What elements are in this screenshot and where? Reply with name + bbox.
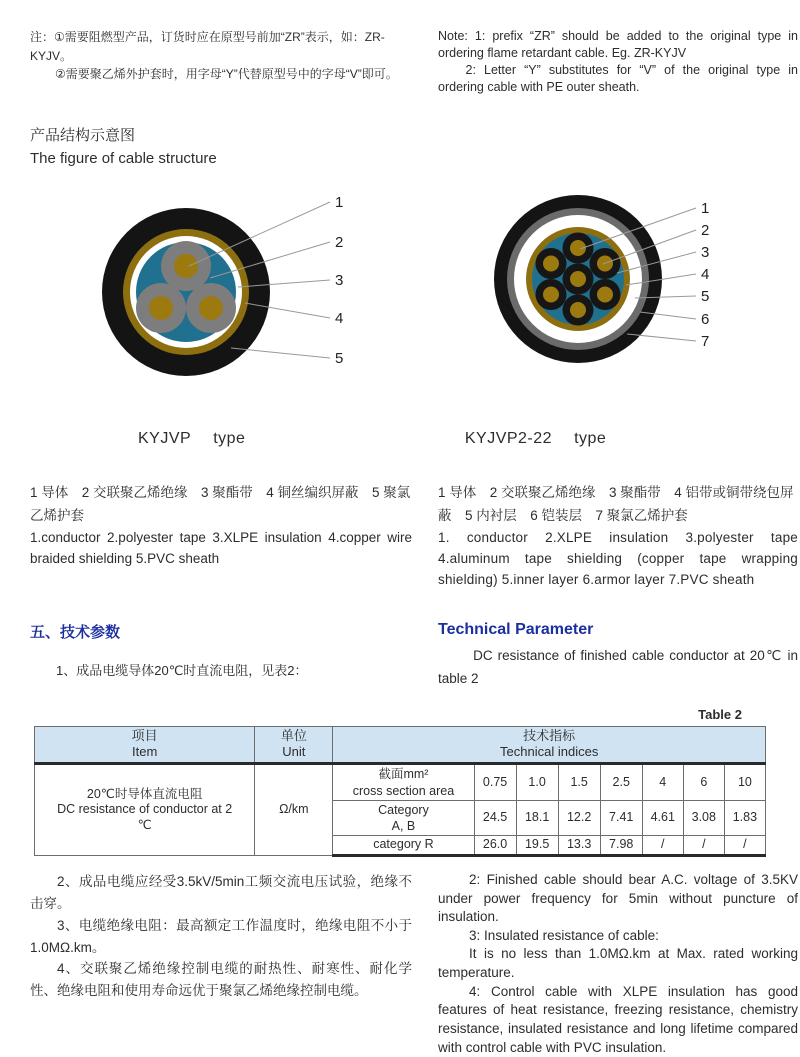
callout-numbers — [335, 194, 343, 367]
label-6: 6 — [701, 311, 710, 328]
label-4: 4 — [701, 266, 710, 283]
label-1: 1 — [335, 194, 344, 211]
resistance-value: 13.3 — [558, 836, 600, 856]
conductor — [543, 287, 559, 303]
desc-left-en: 1.conductor 2.polyester tape 3.XLPE insulation 4.copper wire braided shielding 5.PVC sheath — [30, 529, 412, 566]
unit-cell: Ω/km — [255, 764, 333, 856]
tech-left — [30, 621, 412, 691]
core-top — [161, 241, 211, 291]
cross-section-value: 10 — [724, 764, 765, 801]
type-word: type — [213, 430, 246, 447]
section-heading — [30, 124, 778, 171]
desc-left — [30, 482, 412, 591]
conductor — [570, 271, 586, 287]
category-line2: A, B — [391, 819, 416, 834]
cross-section-value: 2.5 — [600, 764, 642, 801]
cross-section-value: 6 — [683, 764, 724, 801]
row-label-zh: 20℃时导体直流电阻 — [86, 786, 203, 801]
cable-body — [494, 195, 662, 363]
conductor — [597, 287, 613, 303]
cross-section-en: cross section area — [352, 783, 455, 798]
label-3: 3 — [701, 244, 710, 261]
type-name: KYJVP2-22 — [464, 430, 553, 447]
resistance-value: 26.0 — [474, 836, 516, 856]
label-3: 3 — [335, 272, 344, 289]
core-lower-right — [590, 279, 621, 310]
conductor — [570, 302, 586, 318]
conductor — [149, 296, 173, 320]
tech-right — [438, 621, 798, 691]
header-unit — [255, 726, 333, 764]
core-left — [136, 283, 186, 333]
label-5: 5 — [335, 350, 344, 367]
type-label-right — [429, 430, 778, 448]
section-title-en: The figure of cable structure — [30, 149, 217, 167]
paragraph: It is no less than 1.0MΩ.km at Max. rated working temperature. — [438, 946, 798, 981]
category-ab-label — [333, 800, 474, 836]
type-label-left — [30, 430, 403, 448]
header-unit-en: Unit — [282, 744, 306, 760]
type-word: type — [574, 430, 607, 447]
cross-section-zh: 截面mm² — [378, 767, 429, 782]
desc-right-zh: 1 导体 2 交联聚乙烯绝缘 3 聚酯带 4 铝带或铜带绕包屏蔽 5 内衬层 6 铠装层 7 聚氯乙烯护套 — [438, 485, 794, 523]
paragraphs-en — [438, 871, 798, 1057]
cable-body — [102, 208, 270, 376]
core-bottom — [563, 295, 594, 326]
note-zh — [30, 28, 412, 96]
note-en — [438, 28, 798, 96]
note-en-line2: 2: Letter “Y” substitutes for “V” of the original type in ordering cable with PE outer sheath. — [438, 62, 798, 94]
header-item-en: Item — [131, 744, 158, 760]
note-zh-line1: 注：①需要阻燃型产品，订货时应在原型号前加“ZR”表示，如：ZR-KYJV。 — [30, 30, 385, 63]
tech-heading-zh: 五、技术参数 — [30, 623, 121, 641]
core-center — [563, 264, 594, 295]
cross-section-value: 0.75 — [474, 764, 516, 801]
cross-section-label — [333, 764, 474, 801]
paragraph: 2: Finished cable should bear A.C. voltage of 3.5KV under power frequency for 5min without puncture of insulation. — [438, 871, 798, 925]
callout-numbers — [701, 200, 709, 350]
paragraph: 2、成品电缆应经受3.5kV/5min工频交流电压试验，绝缘不击穿。 — [30, 873, 412, 911]
table-caption: Table 2 — [698, 706, 742, 722]
resistance-value: 12.2 — [558, 800, 600, 836]
cable-cross-section-kyjvp2-22 — [488, 184, 768, 399]
cross-section-value: 1.0 — [516, 764, 558, 801]
resistance-value: 7.98 — [600, 836, 642, 856]
label-4: 4 — [335, 310, 344, 327]
label-2: 2 — [701, 222, 710, 239]
notes-section — [30, 28, 798, 96]
type-labels — [30, 430, 778, 448]
category-r-label: category R — [333, 836, 474, 856]
resistance-value: 18.1 — [516, 800, 558, 836]
conductor — [174, 254, 198, 278]
resistance-value: 7.41 — [600, 800, 642, 836]
header-indices-zh: 技术指标 — [523, 727, 576, 743]
resistance-value: / — [724, 836, 765, 856]
label-1: 1 — [701, 200, 710, 217]
resistance-value: 4.61 — [642, 800, 683, 836]
dc-resistance-table — [34, 726, 766, 857]
desc-left-zh: 1 导体 2 交联聚乙烯绝缘 3 聚酯带 4 铜丝编织屏蔽 5 聚氯乙烯护套 — [30, 485, 411, 523]
resistance-value: / — [642, 836, 683, 856]
type-name: KYJVP — [138, 430, 192, 447]
cable-diagrams — [30, 184, 778, 412]
core-upper-left — [536, 248, 567, 279]
paragraph: 4、交联聚乙烯绝缘控制电缆的耐热性、耐寒性、耐化学性、绝缘电阻和使用寿命远优于聚氯乙烯绝缘控制电缆。 — [30, 961, 412, 999]
core-top — [563, 233, 594, 264]
paragraphs-zh — [30, 871, 412, 1057]
cable-cross-section-kyjvp — [88, 184, 358, 399]
note-zh-line2: ②需要聚乙烯外护套时，用字母“Y”代替原型号中的字母“V”即可。 — [55, 67, 398, 82]
structure-descriptions — [30, 482, 798, 591]
bottom-paragraphs — [30, 871, 798, 1057]
resistance-value: 3.08 — [683, 800, 724, 836]
label-5: 5 — [701, 288, 710, 305]
label-7: 7 — [701, 333, 710, 350]
desc-right-en: 1. conductor 2.XLPE insulation 3.polyester tape 4.aluminum tape shielding (copper tape wrapping shielding) 5.inner layer 6.armor layer 7.PVC sheath — [438, 529, 798, 587]
row-label-en1: DC resistance of conductor at 2 — [57, 802, 233, 817]
resistance-value: / — [683, 836, 724, 856]
paragraph: 3、电缆绝缘电阻：最高额定工作温度时，绝缘电阻不小于1.0MΩ.km。 — [30, 917, 412, 955]
technical-parameter-section — [30, 620, 798, 691]
resistance-value: 19.5 — [516, 836, 558, 856]
header-unit-zh: 单位 — [280, 727, 307, 743]
header-indices-en: Technical indices — [500, 744, 599, 760]
core-lower-left — [536, 279, 567, 310]
conductor — [543, 256, 559, 272]
row-label-en2: ℃ — [137, 817, 152, 832]
core-right — [186, 283, 236, 333]
cross-section-value: 1.5 — [558, 764, 600, 801]
paragraph: 4: Control cable with XLPE insulation has good features of heat resistance, freezing resistance, chemistry resistance, insulated resistance and long lifetime compared with control cable with PVC insulation. — [438, 983, 798, 1055]
conductor — [199, 296, 223, 320]
label-2: 2 — [335, 234, 344, 251]
section-title-zh: 产品结构示意图 — [30, 126, 136, 144]
resistance-value: 1.83 — [724, 800, 765, 836]
resistance-value: 24.5 — [474, 800, 516, 836]
row-label-cell — [35, 764, 255, 856]
cross-section-value: 4 — [642, 764, 683, 801]
desc-right — [438, 482, 798, 591]
category-line1: Category — [378, 802, 429, 817]
note-en-line1: Note: 1: prefix “ZR” should be added to the original type in ordering flame retardant cable. Eg. ZR-KYJV — [438, 29, 798, 60]
header-item-zh: 项目 — [131, 727, 158, 743]
tech-intro-en: DC resistance of finished cable conductor at 20℃ in table 2 — [438, 647, 798, 686]
header-item — [35, 726, 255, 764]
tech-heading-en: Technical Parameter — [438, 620, 594, 638]
paragraph: 3: Insulated resistance of cable: — [469, 927, 659, 943]
header-indices — [333, 726, 766, 764]
tech-intro-zh: 1、成品电缆导体20℃时直流电阻，见表2： — [56, 662, 308, 678]
